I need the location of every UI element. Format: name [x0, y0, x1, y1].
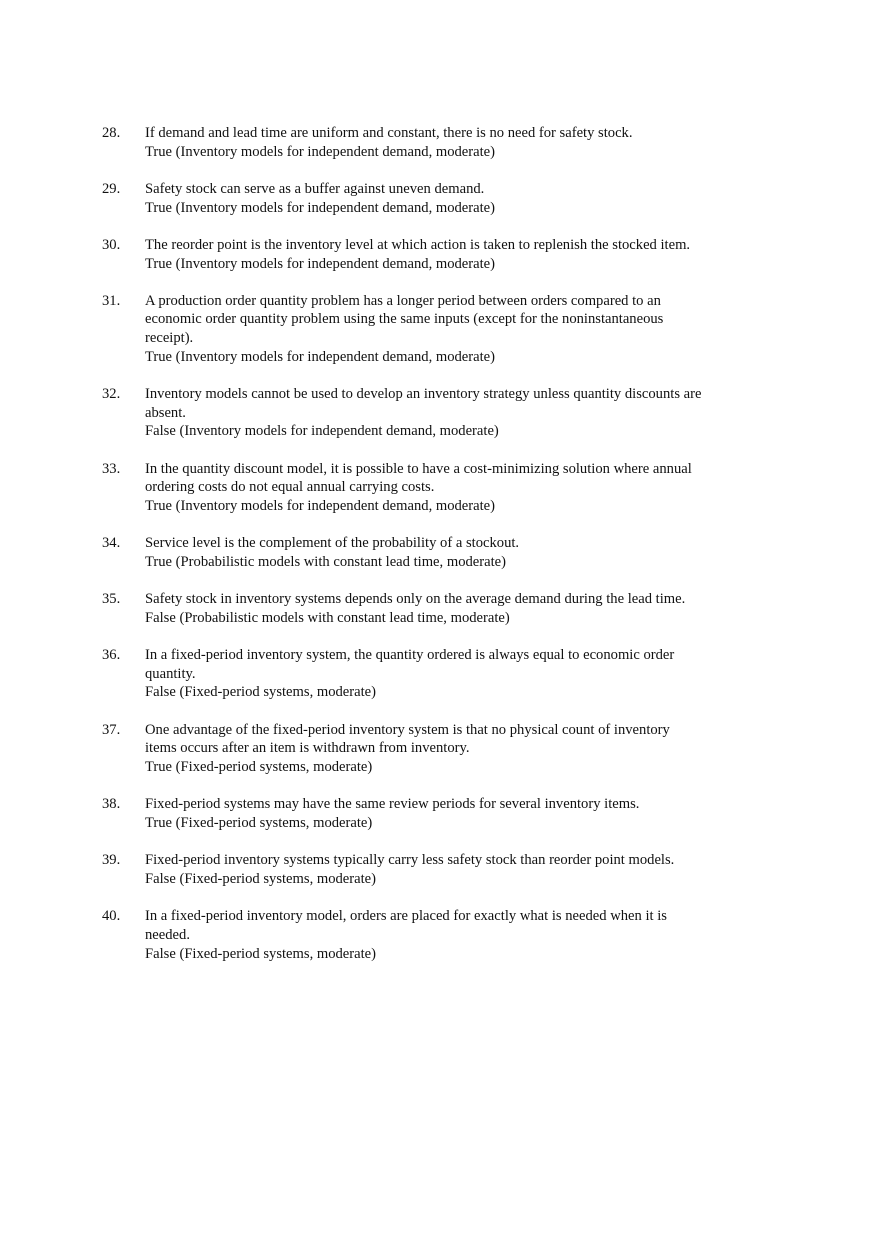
question-item — [102, 460, 702, 516]
question-answer: False (Fixed-period systems, moderate) — [145, 870, 377, 887]
question-number: 35. — [102, 591, 121, 608]
question-number: 30. — [102, 236, 121, 253]
question-answer: True (Inventory models for independent demand, moderate) — [145, 255, 496, 272]
question-item — [102, 180, 702, 217]
question-answer: False (Fixed-period systems, moderate) — [145, 945, 377, 962]
question-text: In a fixed-period inventory model, orders are placed for exactly what is needed when it is needed. — [145, 908, 667, 943]
question-item — [102, 124, 702, 161]
question-number: 29. — [102, 180, 121, 197]
question-answer: True (Fixed-period systems, moderate) — [145, 814, 373, 831]
question-answer: True (Inventory models for independent demand, moderate) — [145, 348, 496, 365]
question-text: If demand and lead time are uniform and constant, there is no need for safety stock. — [145, 125, 633, 141]
question-answer: False (Inventory models for independent demand, moderate) — [145, 423, 499, 440]
question-text: Safety stock can serve as a buffer against uneven demand. — [145, 180, 485, 197]
question-number: 28. — [102, 125, 121, 141]
question-list — [102, 124, 702, 982]
question-number: 32. — [102, 386, 121, 403]
question-item — [102, 646, 702, 702]
question-text: A production order quantity problem has a longer period between orders compared to an economic order quantity problem using the same inputs (except for the noninstantaneous receipt). — [145, 292, 664, 347]
question-answer: True (Fixed-period systems, moderate) — [145, 759, 373, 776]
question-text: Inventory models cannot be used to develop an inventory strategy unless quantity discounts are absent. — [145, 386, 702, 421]
question-item — [102, 795, 702, 832]
question-text: Fixed-period inventory systems typically carry less safety stock than reorder point models. — [145, 852, 675, 869]
question-answer: True (Inventory models for independent demand, moderate) — [145, 498, 496, 515]
question-number: 31. — [102, 292, 121, 309]
question-number: 36. — [102, 647, 121, 664]
question-text: One advantage of the fixed-period inventory system is that no physical count of inventory items occurs after an item is withdrawn from inventory. — [145, 721, 670, 757]
question-number: 33. — [102, 460, 121, 477]
question-item — [102, 721, 702, 777]
question-item — [102, 534, 702, 571]
question-answer: False (Fixed-period systems, moderate) — [145, 684, 377, 701]
question-item — [102, 851, 702, 888]
question-text: In a fixed-period inventory system, the quantity ordered is always equal to economic order quantity. — [145, 647, 675, 682]
question-text: Service level is the complement of the probability of a stockout. — [145, 535, 520, 552]
question-item — [102, 385, 702, 441]
question-text: The reorder point is the inventory level at which action is taken to replenish the stocked item. — [145, 236, 691, 253]
question-text: Safety stock in inventory systems depends only on the average demand during the lead time. — [145, 591, 686, 608]
question-answer: True (Inventory models for independent demand, moderate) — [145, 143, 496, 160]
question-answer: False (Probabilistic models with constant lead time, moderate) — [145, 609, 510, 626]
question-text: In the quantity discount model, it is possible to have a cost-minimizing solution where annual ordering costs do not equal annual carrying costs. — [145, 460, 692, 496]
question-text: Fixed-period systems may have the same review periods for several inventory items. — [145, 796, 640, 813]
question-item — [102, 236, 702, 273]
question-number: 34. — [102, 535, 121, 552]
question-item — [102, 292, 702, 367]
question-item — [102, 907, 702, 963]
question-answer: True (Probabilistic models with constant lead time, moderate) — [145, 553, 506, 570]
question-number: 40. — [102, 908, 121, 925]
question-number: 38. — [102, 796, 121, 813]
question-number: 39. — [102, 852, 121, 869]
question-answer: True (Inventory models for independent demand, moderate) — [145, 199, 496, 216]
question-number: 37. — [102, 721, 121, 738]
question-item — [102, 590, 702, 627]
